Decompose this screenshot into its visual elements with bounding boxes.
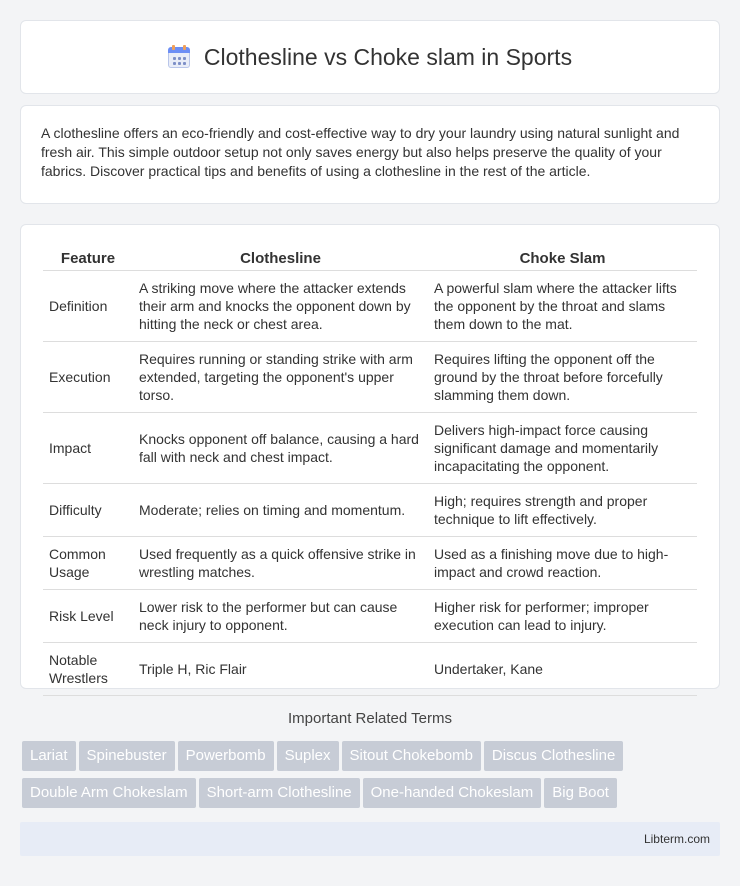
table-row — [43, 413, 697, 484]
choke-slam-cell: Requires lifting the opponent off the ground by the throat before forcefully slamming them down. — [428, 342, 697, 413]
feature-cell: Impact — [43, 413, 133, 484]
feature-cell: Definition — [43, 271, 133, 342]
choke-slam-cell: A powerful slam where the attacker lifts the opponent by the throat and slams them down to the mat. — [428, 271, 697, 342]
table-row — [43, 643, 697, 696]
clothesline-cell: Lower risk to the performer but can cause neck injury to opponent. — [133, 590, 428, 643]
column-header-clothesline: Clothesline — [133, 243, 428, 271]
table-row — [43, 537, 697, 590]
related-term-tag[interactable]: Big Boot — [544, 778, 617, 808]
footer-brand-link[interactable]: Libterm.com — [643, 832, 710, 846]
feature-cell: Execution — [43, 342, 133, 413]
choke-slam-cell: Higher risk for performer; improper execution can lead to injury. — [428, 590, 697, 643]
related-term-tag[interactable]: Sitout Chokebomb — [342, 741, 481, 771]
calendar-icon — [168, 45, 190, 69]
page-title: Clothesline vs Choke slam in Sports — [203, 43, 573, 70]
feature-cell: Risk Level — [43, 590, 133, 643]
table-row — [43, 271, 697, 342]
related-term-tag[interactable]: Spinebuster — [79, 741, 175, 771]
table-row — [43, 590, 697, 643]
column-header-feature: Feature — [43, 243, 133, 271]
clothesline-cell: Requires running or standing strike with arm extended, targeting the opponent's upper torso. — [133, 342, 428, 413]
intro-card — [20, 105, 720, 204]
choke-slam-cell: Undertaker, Kane — [428, 643, 697, 696]
related-term-tag[interactable]: Double Arm Chokeslam — [22, 778, 196, 808]
related-terms-list — [22, 741, 722, 815]
clothesline-cell: Knocks opponent off balance, causing a hard fall with neck and chest impact. — [133, 413, 428, 484]
clothesline-cell: Moderate; relies on timing and momentum. — [133, 484, 428, 537]
related-term-tag[interactable]: Powerbomb — [178, 741, 274, 771]
clothesline-cell: A striking move where the attacker extends their arm and knocks the opponent down by hitting the neck or chest area. — [133, 271, 428, 342]
column-header-choke-slam: Choke Slam — [428, 243, 697, 271]
choke-slam-cell: High; requires strength and proper technique to lift effectively. — [428, 484, 697, 537]
clothesline-cell: Triple H, Ric Flair — [133, 643, 428, 696]
table-row — [43, 484, 697, 537]
feature-cell: Notable Wrestlers — [43, 643, 133, 696]
intro-text: A clothesline offers an eco-friendly and cost-effective way to dry your laundry using natural sunlight and fresh air. This simple outdoor setup not only saves energy but also helps preserve the quality of your fabrics. Discover practical tips and benefits of using a clothesline in the rest of the article. — [41, 125, 680, 179]
related-term-tag[interactable]: One-handed Chokeslam — [363, 778, 542, 808]
feature-cell: Common Usage — [43, 537, 133, 590]
table-header-row — [43, 243, 697, 271]
related-terms-title: Important Related Terms — [288, 710, 452, 727]
table-row — [43, 342, 697, 413]
related-term-tag[interactable]: Lariat — [22, 741, 76, 771]
related-term-tag[interactable]: Discus Clothesline — [484, 741, 623, 771]
choke-slam-cell: Delivers high-impact force causing significant damage and momentarily incapacitating the opponent. — [428, 413, 697, 484]
choke-slam-cell: Used as a finishing move due to high-impact and crowd reaction. — [428, 537, 697, 590]
related-term-tag[interactable]: Short-arm Clothesline — [199, 778, 360, 808]
related-term-tag[interactable]: Suplex — [277, 741, 339, 771]
feature-cell: Difficulty — [43, 484, 133, 537]
comparison-table-card — [20, 224, 720, 689]
footer — [20, 822, 720, 856]
comparison-table — [43, 243, 697, 696]
header-card — [20, 20, 720, 94]
clothesline-cell: Used frequently as a quick offensive strike in wrestling matches. — [133, 537, 428, 590]
